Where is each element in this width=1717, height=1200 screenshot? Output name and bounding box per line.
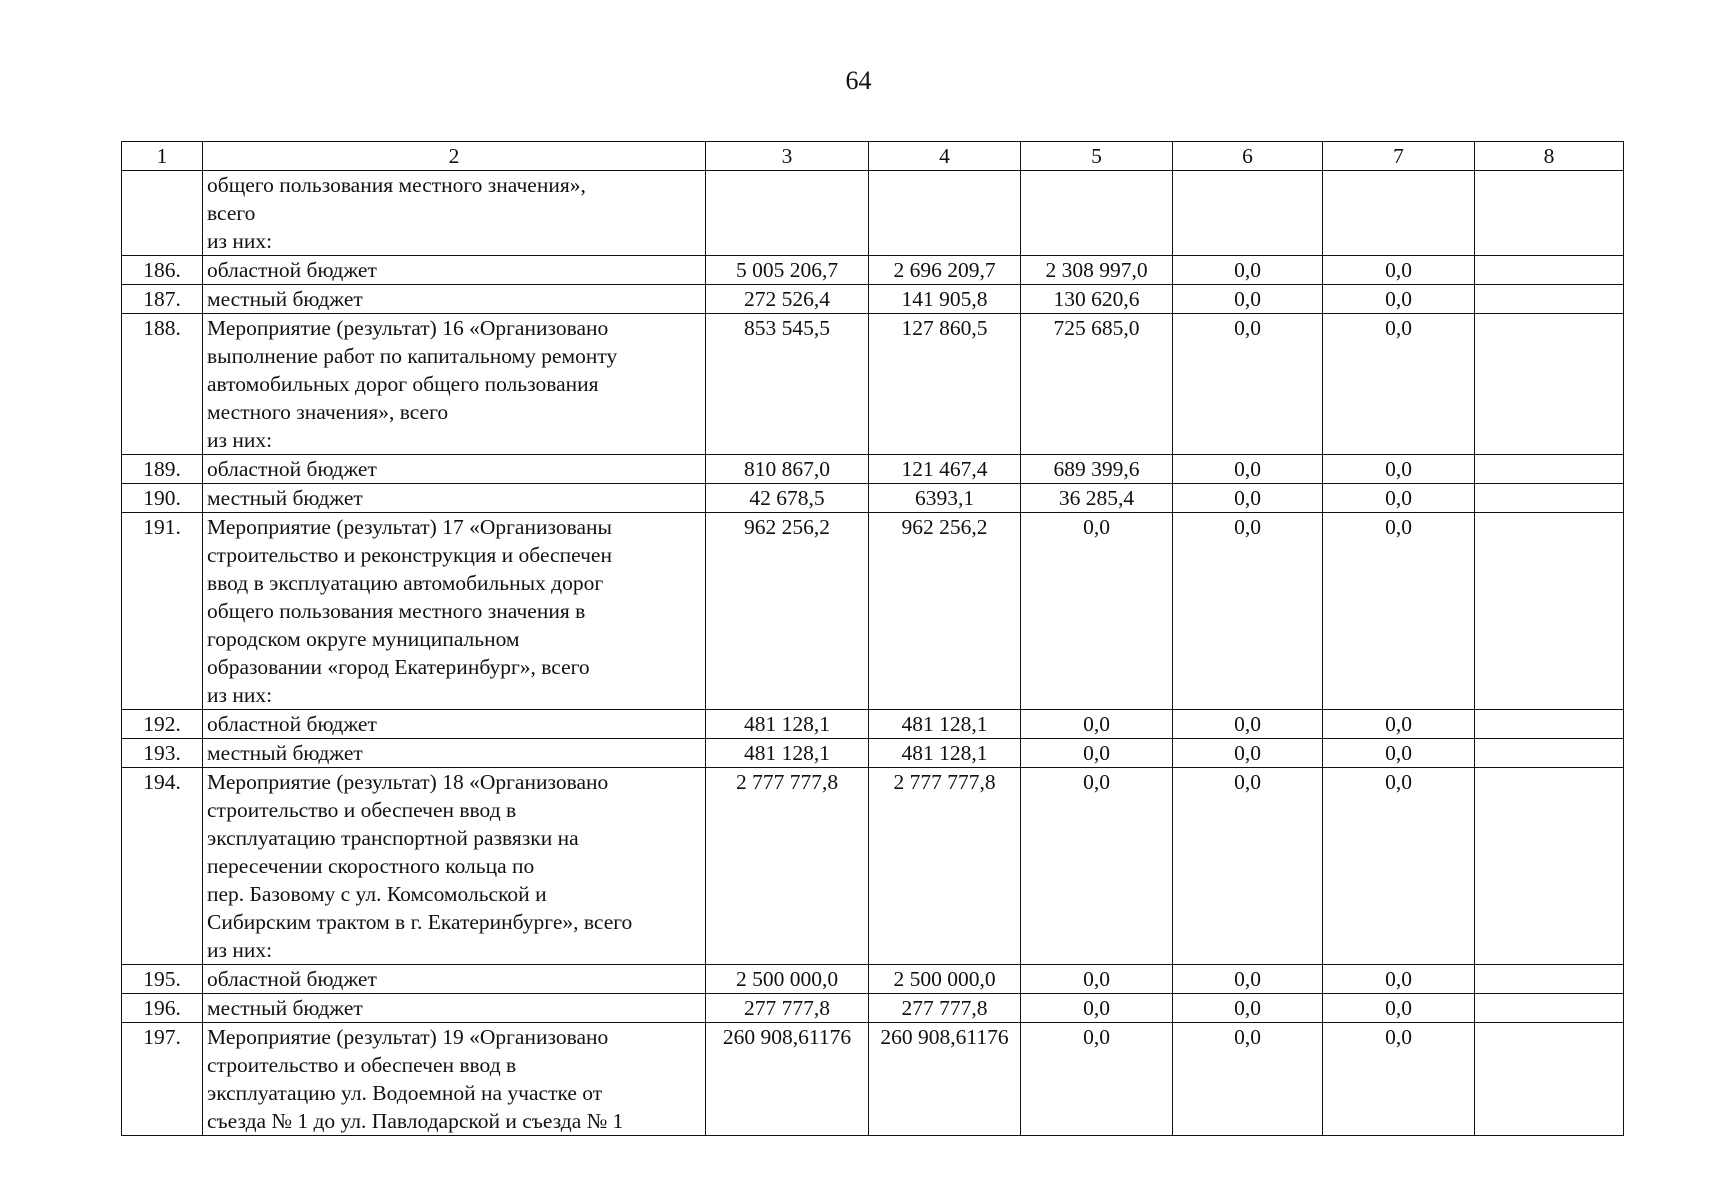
value-cell-col5: 0,0 — [1021, 1023, 1173, 1136]
value-cell-col5: 689 399,6 — [1021, 455, 1173, 484]
table-row — [122, 314, 1624, 455]
row-number-cell: 196. — [122, 994, 203, 1023]
value-cell-col4: 277 777,8 — [869, 994, 1021, 1023]
value-cell-col5: 0,0 — [1021, 739, 1173, 768]
row-number-cell: 189. — [122, 455, 203, 484]
value-cell-col3: 260 908,61176 — [706, 1023, 869, 1136]
value-cell-col5: 0,0 — [1021, 994, 1173, 1023]
value-cell-col7: 0,0 — [1323, 994, 1475, 1023]
value-cell-col6: 0,0 — [1173, 994, 1323, 1023]
value-cell-col5: 0,0 — [1021, 965, 1173, 994]
value-cell-col5: 725 685,0 — [1021, 314, 1173, 455]
value-cell-col5: 0,0 — [1021, 513, 1173, 710]
column-header-6: 6 — [1173, 142, 1323, 171]
value-cell-col8 — [1475, 965, 1624, 994]
table-body — [122, 171, 1624, 1136]
table-row — [122, 513, 1624, 710]
row-number-cell: 197. — [122, 1023, 203, 1136]
value-cell-col3: 481 128,1 — [706, 739, 869, 768]
value-cell-col4: 260 908,61176 — [869, 1023, 1021, 1136]
value-cell-col4: 962 256,2 — [869, 513, 1021, 710]
column-header-5: 5 — [1021, 142, 1173, 171]
row-name-cell: областной бюджет — [203, 256, 706, 285]
row-number-cell: 188. — [122, 314, 203, 455]
table-row — [122, 1023, 1624, 1136]
value-cell-col8 — [1475, 285, 1624, 314]
row-number-cell: 195. — [122, 965, 203, 994]
value-cell-col4: 127 860,5 — [869, 314, 1021, 455]
header-row — [122, 142, 1624, 171]
value-cell-col6: 0,0 — [1173, 314, 1323, 455]
row-number-cell: 186. — [122, 256, 203, 285]
row-number-cell: 194. — [122, 768, 203, 965]
value-cell-col3: 962 256,2 — [706, 513, 869, 710]
row-name-cell: областной бюджет — [203, 455, 706, 484]
row-name-cell: областной бюджет — [203, 710, 706, 739]
value-cell-col8 — [1475, 171, 1624, 256]
value-cell-col3: 5 005 206,7 — [706, 256, 869, 285]
table-row — [122, 768, 1624, 965]
value-cell-col5: 130 620,6 — [1021, 285, 1173, 314]
value-cell-col4: 121 467,4 — [869, 455, 1021, 484]
column-header-8: 8 — [1475, 142, 1624, 171]
value-cell-col4 — [869, 171, 1021, 256]
table-row — [122, 455, 1624, 484]
value-cell-col7: 0,0 — [1323, 739, 1475, 768]
value-cell-col6 — [1173, 171, 1323, 256]
value-cell-col5: 0,0 — [1021, 710, 1173, 739]
value-cell-col7: 0,0 — [1323, 1023, 1475, 1136]
value-cell-col7: 0,0 — [1323, 314, 1475, 455]
value-cell-col7: 0,0 — [1323, 965, 1475, 994]
row-number-cell: 192. — [122, 710, 203, 739]
value-cell-col7: 0,0 — [1323, 484, 1475, 513]
value-cell-col6: 0,0 — [1173, 285, 1323, 314]
value-cell-col5: 0,0 — [1021, 768, 1173, 965]
row-name-cell: местный бюджет — [203, 994, 706, 1023]
value-cell-col4: 6393,1 — [869, 484, 1021, 513]
value-cell-col3: 810 867,0 — [706, 455, 869, 484]
row-number-cell: 191. — [122, 513, 203, 710]
value-cell-col6: 0,0 — [1173, 256, 1323, 285]
row-name-cell: областной бюджет — [203, 965, 706, 994]
table-row — [122, 256, 1624, 285]
value-cell-col8 — [1475, 994, 1624, 1023]
value-cell-col8 — [1475, 513, 1624, 710]
value-cell-col4: 141 905,8 — [869, 285, 1021, 314]
row-name-cell: местный бюджет — [203, 484, 706, 513]
table-row — [122, 710, 1624, 739]
value-cell-col6: 0,0 — [1173, 739, 1323, 768]
value-cell-col7: 0,0 — [1323, 768, 1475, 965]
value-cell-col5 — [1021, 171, 1173, 256]
value-cell-col3: 2 500 000,0 — [706, 965, 869, 994]
row-number-cell — [122, 171, 203, 256]
value-cell-col7: 0,0 — [1323, 256, 1475, 285]
value-cell-col6: 0,0 — [1173, 455, 1323, 484]
table-row — [122, 965, 1624, 994]
value-cell-col7 — [1323, 171, 1475, 256]
column-header-4: 4 — [869, 142, 1021, 171]
value-cell-col3: 277 777,8 — [706, 994, 869, 1023]
value-cell-col7: 0,0 — [1323, 710, 1475, 739]
value-cell-col7: 0,0 — [1323, 455, 1475, 484]
value-cell-col3: 481 128,1 — [706, 710, 869, 739]
row-name-cell: местный бюджет — [203, 739, 706, 768]
value-cell-col3 — [706, 171, 869, 256]
value-cell-col8 — [1475, 710, 1624, 739]
value-cell-col4: 2 696 209,7 — [869, 256, 1021, 285]
page-number: 64 — [845, 66, 872, 95]
row-name-cell: Мероприятие (результат) 17 «Организованы строительство и реконструкция и обеспечен ввод в эксплуатацию автомобильных дорог общего пользования местного значения в городском округе муниципальном образовании «город Екатеринбург», всего из них: — [203, 513, 706, 710]
value-cell-col8 — [1475, 314, 1624, 455]
row-name-cell: Мероприятие (результат) 19 «Организовано строительство и обеспечен ввод в эксплуатацию ул. Водоемной на участке от съезда № 1 до ул. Павлодарской и съезда № 1 — [203, 1023, 706, 1136]
value-cell-col6: 0,0 — [1173, 484, 1323, 513]
value-cell-col6: 0,0 — [1173, 513, 1323, 710]
table-row — [122, 171, 1624, 256]
value-cell-col4: 2 777 777,8 — [869, 768, 1021, 965]
budget-table — [121, 141, 1624, 1136]
value-cell-col5: 36 285,4 — [1021, 484, 1173, 513]
value-cell-col8 — [1475, 455, 1624, 484]
row-name-cell: общего пользования местного значения», всего из них: — [203, 171, 706, 256]
value-cell-col4: 2 500 000,0 — [869, 965, 1021, 994]
value-cell-col3: 853 545,5 — [706, 314, 869, 455]
value-cell-col7: 0,0 — [1323, 513, 1475, 710]
value-cell-col4: 481 128,1 — [869, 710, 1021, 739]
value-cell-col6: 0,0 — [1173, 768, 1323, 965]
row-number-cell: 187. — [122, 285, 203, 314]
value-cell-col4: 481 128,1 — [869, 739, 1021, 768]
row-number-cell: 193. — [122, 739, 203, 768]
value-cell-col8 — [1475, 1023, 1624, 1136]
table-row — [122, 285, 1624, 314]
value-cell-col8 — [1475, 256, 1624, 285]
value-cell-col8 — [1475, 739, 1624, 768]
value-cell-col6: 0,0 — [1173, 1023, 1323, 1136]
value-cell-col7: 0,0 — [1323, 285, 1475, 314]
row-name-cell: Мероприятие (результат) 16 «Организовано выполнение работ по капитальному ремонту автомобильных дорог общего пользования местного значения», всего из них: — [203, 314, 706, 455]
value-cell-col8 — [1475, 484, 1624, 513]
value-cell-col3: 272 526,4 — [706, 285, 869, 314]
row-number-cell: 190. — [122, 484, 203, 513]
value-cell-col5: 2 308 997,0 — [1021, 256, 1173, 285]
value-cell-col3: 42 678,5 — [706, 484, 869, 513]
value-cell-col6: 0,0 — [1173, 965, 1323, 994]
table-row — [122, 739, 1624, 768]
table-row — [122, 994, 1624, 1023]
column-header-2: 2 — [203, 142, 706, 171]
row-name-cell: местный бюджет — [203, 285, 706, 314]
table-row — [122, 484, 1624, 513]
value-cell-col6: 0,0 — [1173, 710, 1323, 739]
column-header-1: 1 — [122, 142, 203, 171]
value-cell-col3: 2 777 777,8 — [706, 768, 869, 965]
value-cell-col8 — [1475, 768, 1624, 965]
column-header-7: 7 — [1323, 142, 1475, 171]
column-header-3: 3 — [706, 142, 869, 171]
row-name-cell: Мероприятие (результат) 18 «Организовано строительство и обеспечен ввод в эксплуатацию транспортной развязки на пересечении скоростного кольца по пер. Базовому с ул. Комсомольской и Сибирским трактом в г. Екатеринбурге», всего из них: — [203, 768, 706, 965]
